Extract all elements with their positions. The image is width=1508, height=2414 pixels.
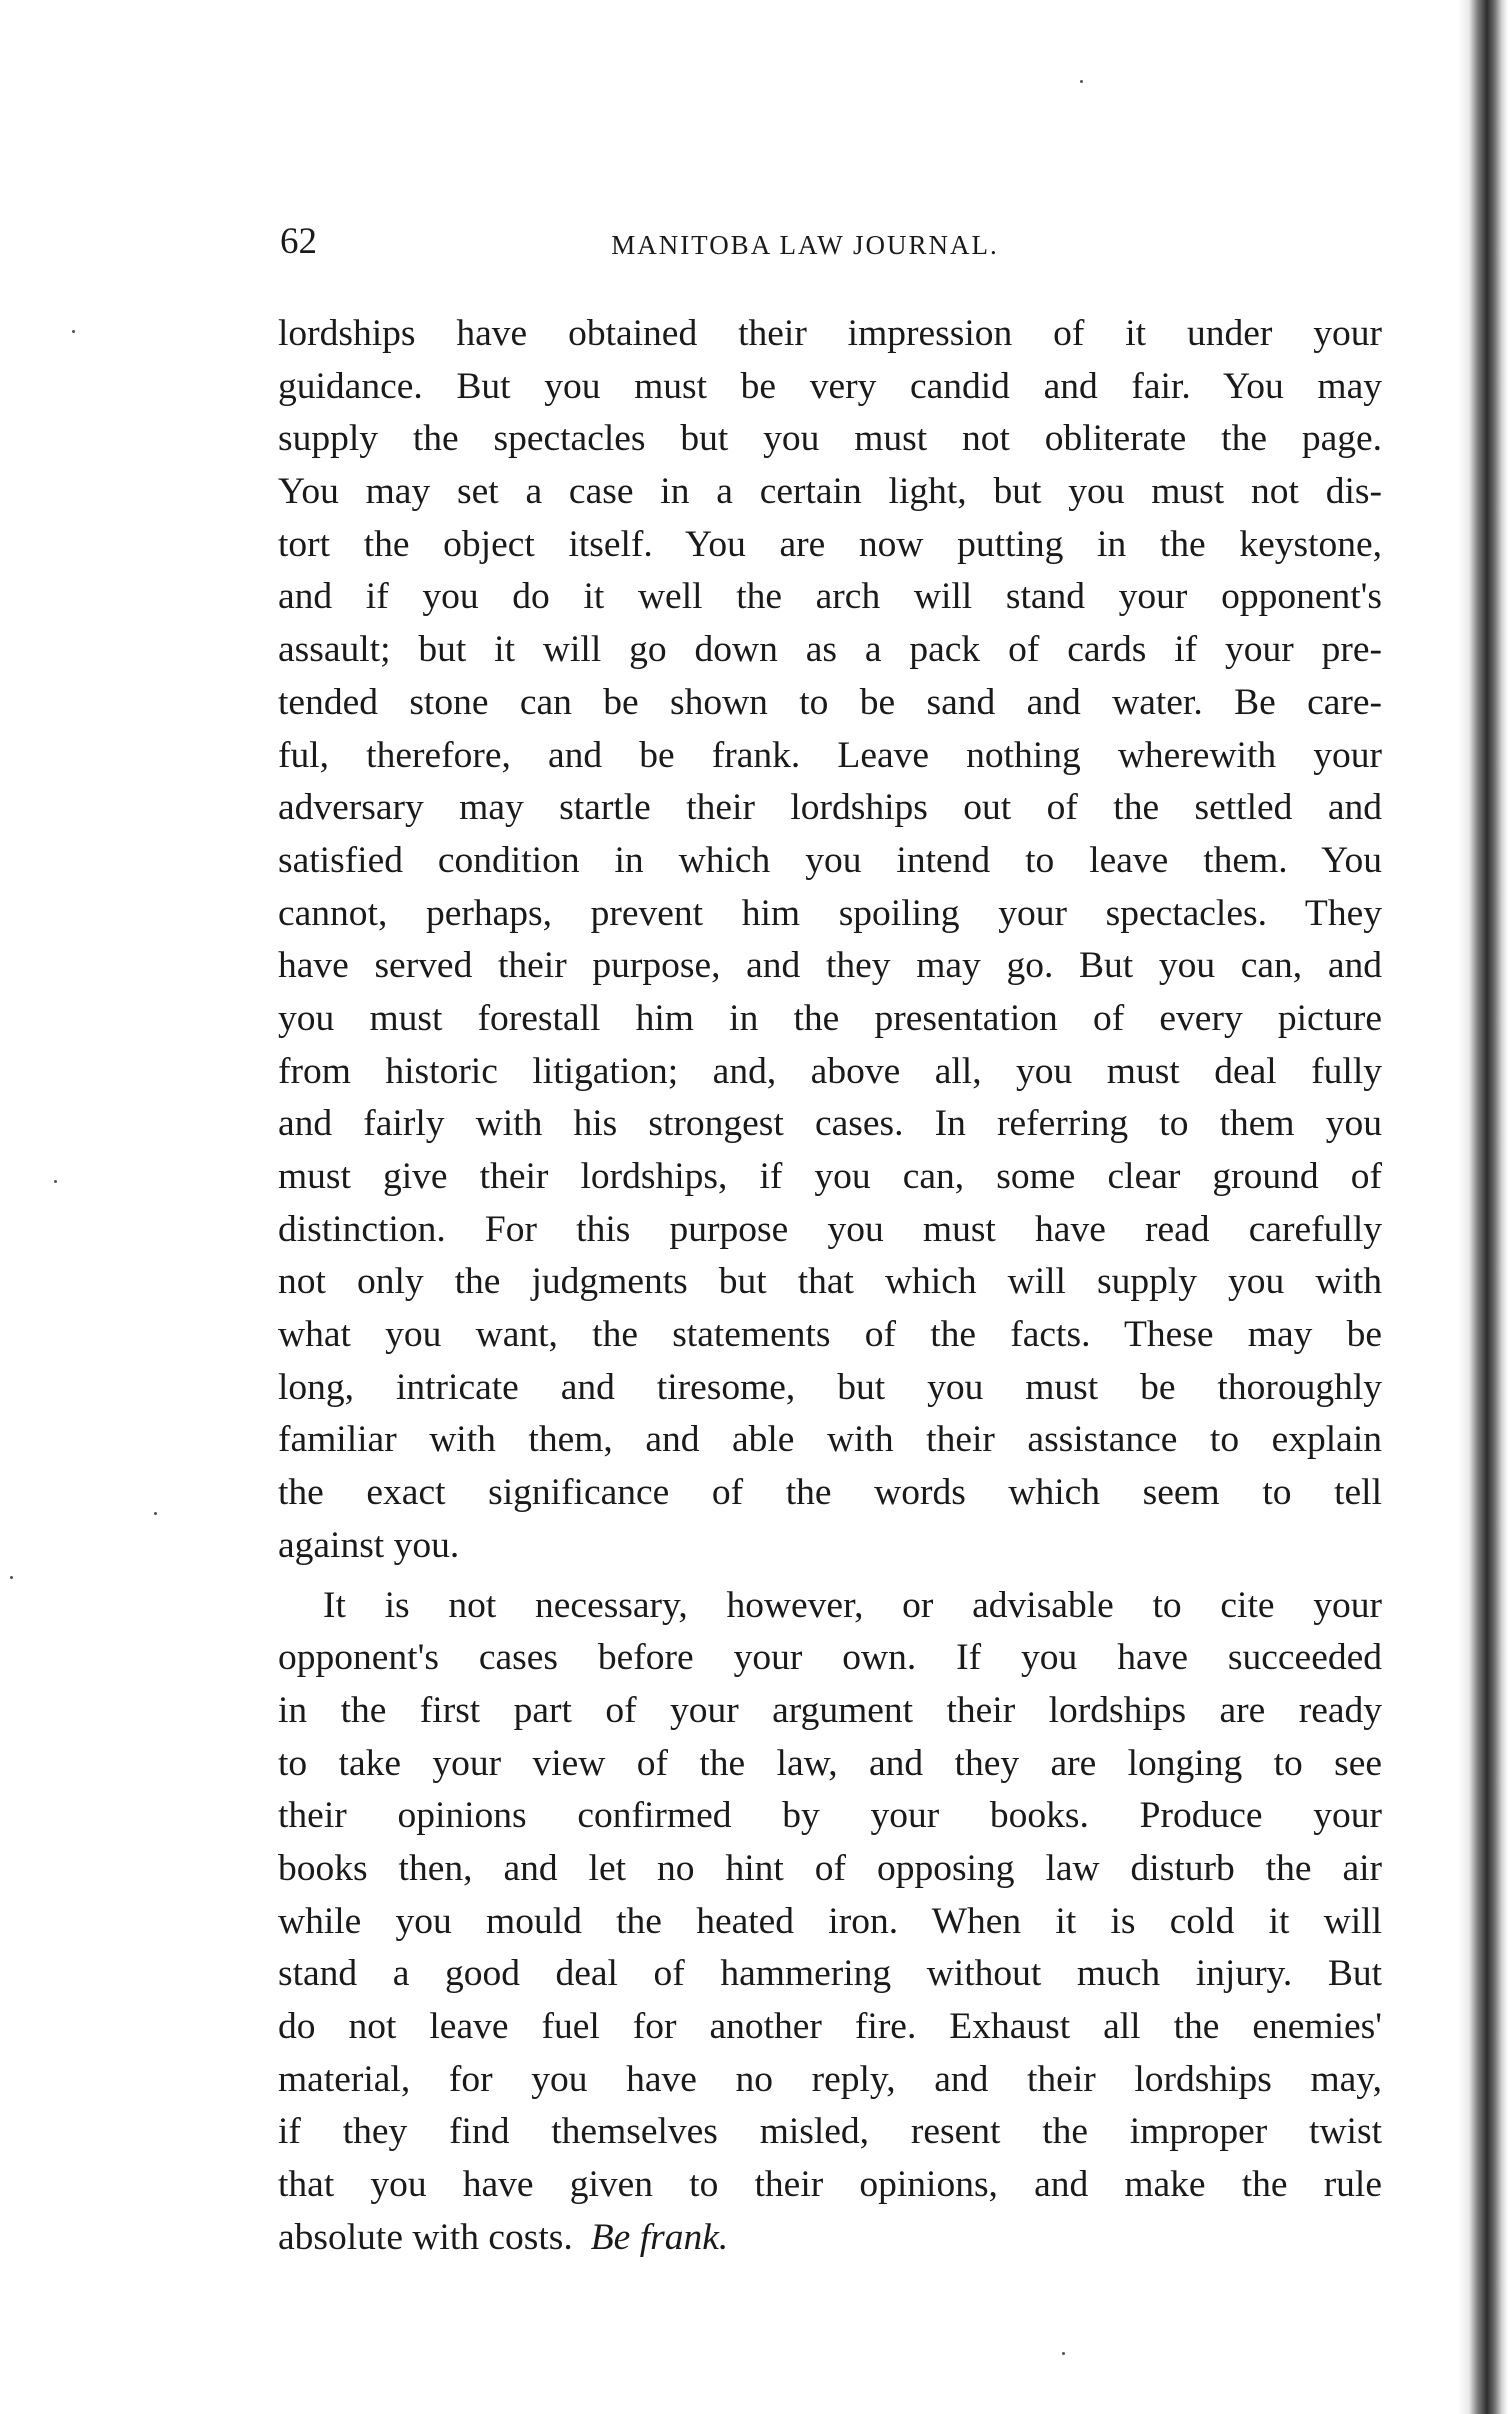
text-line: not only the judgments but that which will supply you with bbox=[278, 1261, 1382, 1303]
text-line: and fairly with his strongest cases. In referring to them you bbox=[278, 1103, 1382, 1145]
text-line: tort the object itself. You are now putting in the keystone, bbox=[278, 523, 1382, 565]
text-line: stand a good deal of hammering without much injury. But bbox=[278, 1953, 1382, 1995]
text-line: while you mould the heated iron. When it is cold it will bbox=[278, 1900, 1382, 1942]
text-line: the exact significance of the words which seem to tell bbox=[278, 1472, 1382, 1514]
text-line: supply the spectacles but you must not obliterate the page. bbox=[278, 418, 1382, 460]
closing-emphasis: Be frank. bbox=[590, 2216, 729, 2258]
text-line: books then, and let no hint of opposing law disturb the air bbox=[278, 1847, 1382, 1889]
page-number: 62 bbox=[280, 221, 317, 262]
text-line: assault; but it will go down as a pack of cards if your pre- bbox=[278, 629, 1382, 671]
paragraph-2 bbox=[278, 1580, 1382, 2265]
scan-speck bbox=[72, 330, 75, 333]
text-line: ful, therefore, and be frank. Leave nothing wherewith your bbox=[278, 734, 1382, 776]
text-line: what you want, the statements of the facts. These may be bbox=[278, 1314, 1382, 1356]
text-line: adversary may startle their lordships out of the settled and bbox=[278, 787, 1382, 829]
text-line: have served their purpose, and they may go. But you can, and bbox=[278, 945, 1382, 987]
text-line: to take your view of the law, and they are longing to see bbox=[278, 1742, 1382, 1784]
text-line: do not leave fuel for another fire. Exhaust all the enemies' bbox=[278, 2006, 1382, 2047]
text-line: against you. bbox=[278, 1524, 460, 1566]
text-line: their opinions confirmed by your books. Produce your bbox=[278, 1795, 1382, 1837]
text-line: material, for you have no reply, and their lordships may, bbox=[278, 2058, 1382, 2100]
text-line: tended stone can be shown to be sand and water. Be care- bbox=[278, 681, 1382, 723]
scan-speck bbox=[54, 1180, 57, 1183]
scan-speck bbox=[154, 1512, 157, 1515]
text-line-final bbox=[278, 2212, 1382, 2265]
running-head: MANITOBA LAW JOURNAL. bbox=[611, 230, 999, 260]
body-text bbox=[278, 308, 1382, 2264]
binding-edge bbox=[1458, 0, 1508, 2414]
text-line: cannot, perhaps, prevent him spoiling your spectacles. They bbox=[278, 892, 1382, 934]
text-line: familiar with them, and able with their assistance to explain bbox=[278, 1419, 1382, 1461]
scan-speck bbox=[1062, 2352, 1065, 2355]
text-line: long, intricate and tiresome, but you must be thoroughly bbox=[278, 1366, 1382, 1408]
text-line: from historic litigation; and, above all, you must deal fully bbox=[278, 1050, 1382, 1092]
page-header bbox=[280, 220, 1390, 270]
text-line: must give their lordships, if you can, some clear ground of bbox=[278, 1156, 1382, 1197]
text-line: lordships have obtained their impression of it under your bbox=[278, 313, 1382, 354]
text-line: distinction. For this purpose you must have read carefully bbox=[278, 1208, 1382, 1250]
text-line: guidance. But you must be very candid and fair. You may bbox=[278, 365, 1382, 407]
text-line: It is not necessary, however, or advisable to cite your bbox=[323, 1584, 1382, 1626]
paragraph-1 bbox=[278, 308, 1382, 1573]
final-line-text: absolute with costs. bbox=[278, 2216, 573, 2258]
text-line: satisfied condition in which you intend to leave them. You bbox=[278, 839, 1382, 881]
scan-speck bbox=[10, 1576, 13, 1579]
scan-speck bbox=[1080, 80, 1083, 83]
text-line: that you have given to their opinions, and make the rule bbox=[278, 2164, 1382, 2206]
text-line: in the first part of your argument their lordships are ready bbox=[278, 1689, 1382, 1731]
text-line: if they find themselves misled, resent the improper twist bbox=[278, 2111, 1382, 2153]
text-line: you must forestall him in the presentation of every picture bbox=[278, 997, 1382, 1039]
text-line: opponent's cases before your own. If you have succeeded bbox=[278, 1637, 1382, 1679]
text-line: You may set a case in a certain light, but you must not dis- bbox=[278, 471, 1382, 513]
text-line: and if you do it well the arch will stand your opponent's bbox=[278, 576, 1382, 618]
